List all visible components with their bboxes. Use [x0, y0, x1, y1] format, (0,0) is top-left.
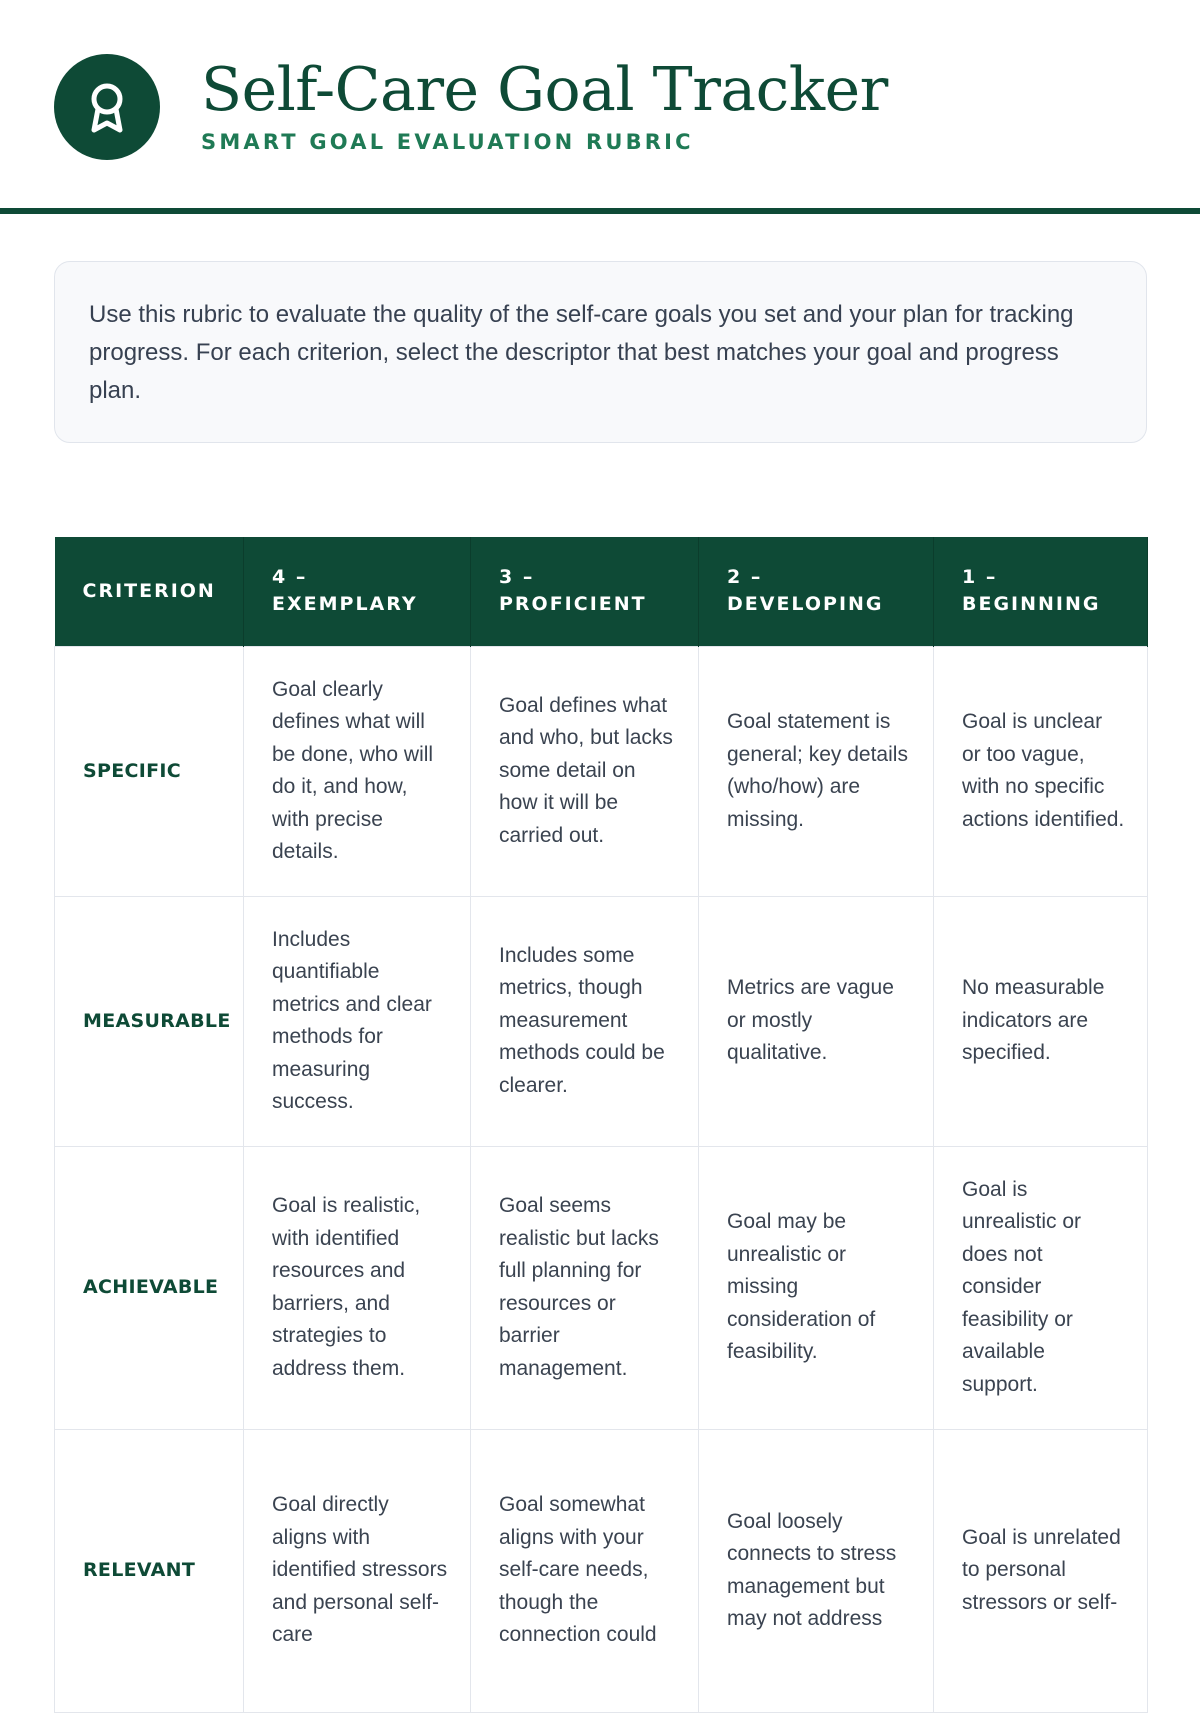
header-proficient: 3 – PROFICIENT: [471, 537, 699, 646]
exemplary-cell: Goal directly aligns with identified stressors and personal self-care: [244, 1429, 471, 1712]
award-ribbon-icon: [85, 80, 129, 134]
proficient-cell: Includes some metrics, though measurement methods could be clearer.: [471, 896, 699, 1146]
page-header: [0, 0, 1200, 214]
header-titles: [201, 52, 888, 154]
header-exemplary: 4 – EXEMPLARY: [244, 537, 471, 646]
table-row: [55, 1146, 1148, 1429]
beginning-cell: No measurable indicators are specified.: [934, 896, 1148, 1146]
page-title: Self-Care Goal Tracker: [201, 55, 888, 125]
exemplary-cell: Goal is realistic, with identified resources and barriers, and strategies to address them.: [244, 1146, 471, 1429]
proficient-cell: Goal defines what and who, but lacks some detail on how it will be carried out.: [471, 646, 699, 896]
table-row: [55, 646, 1148, 896]
developing-cell: Metrics are vague or mostly qualitative.: [699, 896, 934, 1146]
intro-text: Use this rubric to evaluate the quality of the self-care goals you set and your plan for tracking progress. For each criterion, select the descriptor that best matches your goal and progress plan.: [89, 301, 1074, 404]
table-row: [55, 1429, 1148, 1712]
beginning-cell: Goal is unrelated to personal stressors or self-: [934, 1429, 1148, 1712]
beginning-cell: Goal is unrealistic or does not consider feasibility or available support.: [934, 1146, 1148, 1429]
developing-cell: Goal statement is general; key details (who/how) are missing.: [699, 646, 934, 896]
criterion-cell: MEASURABLE: [55, 896, 244, 1146]
criterion-cell: RELEVANT: [55, 1429, 244, 1712]
rubric-header-row: [55, 537, 1148, 646]
rubric-table: [54, 537, 1148, 1713]
header-beginning: 1 – BEGINNING: [934, 537, 1148, 646]
criterion-cell: ACHIEVABLE: [55, 1146, 244, 1429]
proficient-cell: Goal somewhat aligns with your self-care needs, though the connection could: [471, 1429, 699, 1712]
exemplary-cell: Goal clearly defines what will be done, who will do it, and how, with precise details.: [244, 646, 471, 896]
developing-cell: Goal may be unrealistic or missing consideration of feasibility.: [699, 1146, 934, 1429]
proficient-cell: Goal seems realistic but lacks full planning for resources or barrier management.: [471, 1146, 699, 1429]
intro-box: [54, 261, 1147, 443]
header-criterion: CRITERION: [55, 537, 244, 646]
page-subtitle: SMART GOAL EVALUATION RUBRIC: [201, 130, 694, 154]
beginning-cell: Goal is unclear or too vague, with no specific actions identified.: [934, 646, 1148, 896]
header-developing: 2 – DEVELOPING: [699, 537, 934, 646]
exemplary-cell: Includes quantifiable metrics and clear methods for measuring success.: [244, 896, 471, 1146]
criterion-cell: SPECIFIC: [55, 646, 244, 896]
developing-cell: Goal loosely connects to stress management but may not address: [699, 1429, 934, 1712]
table-row: [55, 896, 1148, 1146]
badge: [54, 54, 160, 160]
